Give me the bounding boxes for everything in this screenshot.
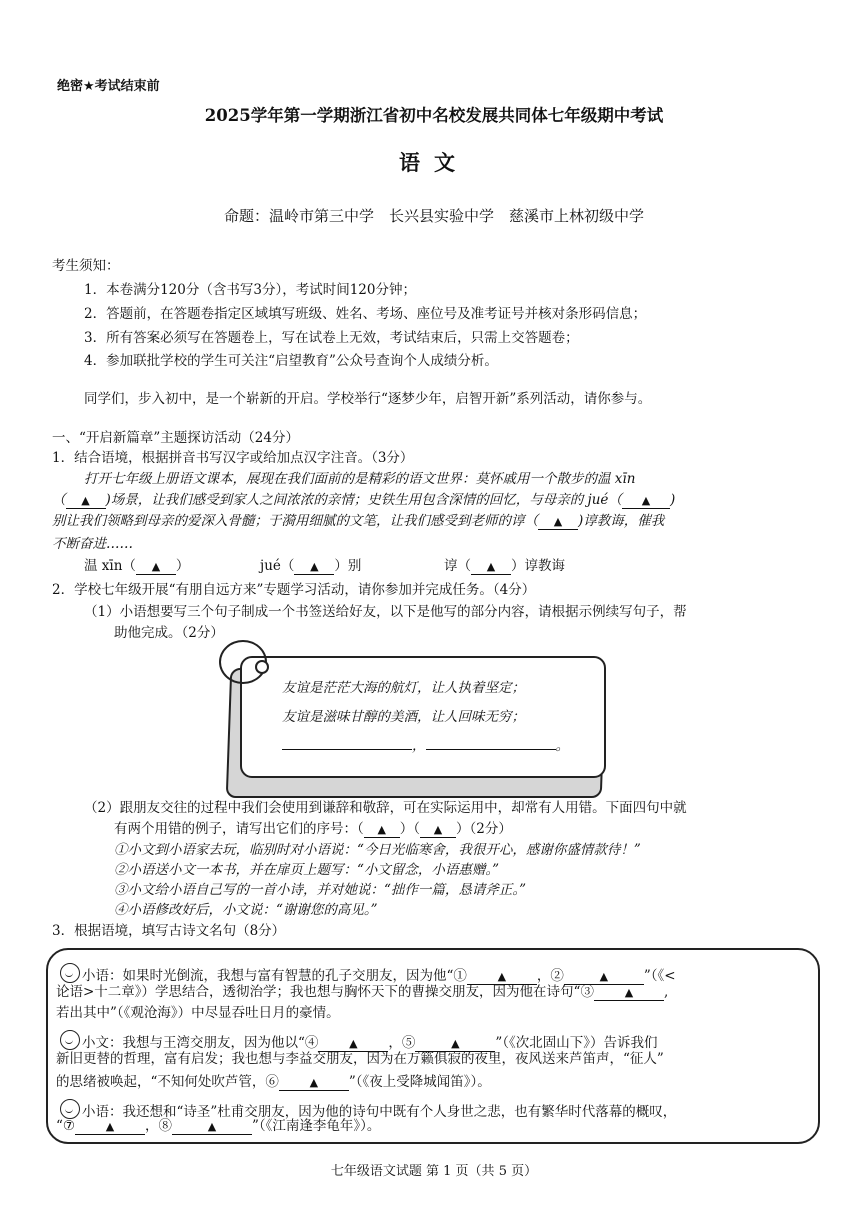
example-sentence: ①小文到小语家去玩，临别时对小语说：“今日光临寒舍，我很开心，感谢你盛情款待！”: [114, 842, 641, 858]
paren: （: [52, 492, 66, 508]
answer-label: ）谆教诲: [510, 558, 565, 574]
notice-item: 3．所有答案必须写在答题卷上，写在试卷上无效，考试结束后，只需上交答题卷；: [84, 330, 579, 346]
question-2-1-text: 助他完成。（2分）: [114, 625, 224, 641]
passage-line: [52, 494, 675, 509]
bookmark-example: 友谊是茫茫大海的航灯，让人执着坚定；: [282, 680, 525, 696]
answer-blank[interactable]: ▲: [294, 560, 334, 575]
passage-line: [52, 515, 664, 530]
bookmark-example: 友谊是滋味甘醇的美酒，让人回味无穷；: [282, 709, 525, 725]
question-1-stem: 1．结合语境，根据拼音书写汉字或给加点汉字注音。（3分）: [52, 450, 414, 466]
poem-blank[interactable]: ▲: [172, 1120, 252, 1135]
q2-text: ）（2分）: [456, 821, 512, 837]
answer-label: jué（: [260, 558, 295, 574]
confidential-mark: 绝密★考试结束前: [57, 79, 160, 94]
answer-blank[interactable]: ▲: [364, 823, 400, 838]
q2-text: ）（: [399, 821, 420, 837]
passage-line: 不断奋进……: [52, 536, 133, 552]
face-icon: [60, 1099, 80, 1119]
poem-blank[interactable]: ▲: [279, 1076, 349, 1091]
answer-row: [84, 560, 565, 575]
dialogue-line: 新旧更替的哲理，富有启发；我也想与李益交朋友，因为在万籁俱寂的夜里，夜风送来芦笛声，“征人”: [56, 1051, 664, 1067]
poem-blank[interactable]: ▲: [75, 1120, 145, 1135]
example-sentence: ④小语修改好后，小文说：“谢谢您的高见。”: [114, 902, 378, 918]
face-icon: [60, 963, 80, 983]
answer-label: ）: [175, 558, 190, 574]
dialogue-line: 论语>十二章》）学思结合，透彻治学；我也想与胸怀天下的曹操交朋友，因为他在诗句“③ ▲ ,: [56, 984, 669, 1000]
answer-label: ）别: [334, 558, 362, 574]
setters-line: 命题：温岭市第三中学 长兴县实验中学 慈溪市上林初级中学: [223, 207, 644, 225]
example-sentence: ②小语送小文一本书，并在扉页上题写：“小文留念，小语惠赠。”: [114, 862, 500, 878]
dialogue-line: 的思绪被唤起，“不知何处吹芦管，⑥ ▲ ”（《夜上受降城闻笛》）。: [56, 1074, 491, 1090]
bookmark-hole-icon: [255, 660, 269, 674]
dialogue-line: 小文：我想与王湾交朋友，因为他以“④ ▲ ，⑤ ▲ ”（《次北固山下》）告诉我们: [60, 1030, 658, 1052]
dialogue-line: 小语：我还想和“诗圣”杜甫交朋友，因为他的诗句中既有个人身世之悲，也有繁华时代落幕的概叹，: [60, 1099, 676, 1120]
subject-title: 语文: [399, 150, 469, 175]
q2-text: 有两个用错的例子，请写出它们的序号：（: [114, 821, 364, 837]
bookmark-blank[interactable]: [426, 749, 556, 750]
notice-heading: 考生须知：: [52, 258, 120, 274]
notice-item: 4．参加联批学校的学生可关注“启望教育”公众号查询个人成绩分析。: [84, 353, 498, 369]
poem-blank[interactable]: ▲: [594, 986, 664, 1001]
answer-blank[interactable]: ▲: [420, 823, 456, 838]
paren: ): [669, 492, 676, 508]
question-2-stem: 2．学校七年级开展“有朋自远方来”专题学习活动，请你参加并完成任务。（4分）: [52, 582, 536, 598]
answer-blank[interactable]: ▲: [136, 560, 176, 575]
answer-label: 谆（: [443, 558, 471, 574]
poem-blank[interactable]: ▲: [415, 1037, 495, 1052]
answer-blank[interactable]: ▲: [622, 494, 670, 509]
poem-blank[interactable]: ▲: [467, 970, 537, 985]
question-2-1-text: （1）小语想要写三个句子制成一个书签送给好友，以下是他写的部分内容，请根据示例续写句子，帮: [84, 604, 687, 620]
page-footer: 七年级语文试题 第 1 页（共 5 页）: [330, 1164, 538, 1179]
notice-item: 1．本卷满分120分（含书写3分），考试时间120分钟；: [84, 282, 416, 298]
dialogue-line: 小语：如果时光倒流，我想与富有智慧的孔子交朋友，因为他“① ▲ ，② ▲ ”（《<: [60, 963, 676, 985]
dialogue-line: 若出其中”（《观沧海》）中尽显吞吐日月的豪情。: [56, 1005, 340, 1021]
section-heading: 一、“开启新篇章”主题探访活动（24分）: [52, 430, 299, 446]
answer-label: 温 xīn（: [84, 558, 136, 574]
poem-blank[interactable]: ▲: [564, 970, 644, 985]
passage-text: 别让我们领略到母亲的爱深入骨髓；于漪用细腻的文笔，让我们感受到老师的谆（: [52, 513, 538, 529]
answer-blank[interactable]: ▲: [471, 560, 511, 575]
poem-blank[interactable]: ▲: [318, 1037, 388, 1052]
question-2-2-text: [114, 823, 512, 838]
question-3-stem: 3．根据语境，填写古诗文名句（8分）: [52, 923, 286, 939]
dialogue-line: “⑦ ▲ ，⑧ ▲ ”（《江南逢李龟年》）。: [56, 1118, 381, 1134]
exam-title: 2025学年第一学期浙江省初中名校发展共同体七年级期中考试: [204, 106, 664, 125]
passage-line: 打开七年级上册语文课本，展现在我们面前的是精彩的语文世界：莫怀戚用一个散步的温 xīn: [84, 471, 636, 487]
notice-item: 2．答题前，在答题卷指定区域填写班级、姓名、考场、座位号及准考证号并核对条形码信息；: [84, 306, 647, 322]
intro-text: 同学们，步入初中，是一个崭新的开启。学校举行“逐梦少年，启智开新”系列活动，请你参与。: [84, 391, 652, 407]
answer-blank[interactable]: ▲: [538, 515, 578, 530]
face-icon: [60, 1030, 80, 1050]
passage-text: )谆教诲，催我: [578, 513, 665, 529]
passage-text: )场景，让我们感受到家人之间浓浓的亲情；史铁生用包含深情的回忆，与母亲的 jué（: [105, 492, 622, 508]
answer-blank[interactable]: ▲: [66, 494, 106, 509]
question-2-2-text: （2）跟朋友交往的过程中我们会使用到谦辞和敬辞，可在实际运用中，却常有人用错。下面四句中就: [84, 800, 687, 816]
bookmark-fill-line: ， 。: [282, 740, 569, 754]
example-sentence: ③小文给小语自己写的一首小诗，并对她说：“拙作一篇，恳请斧正。”: [114, 882, 527, 898]
bookmark-blank[interactable]: [282, 749, 412, 750]
